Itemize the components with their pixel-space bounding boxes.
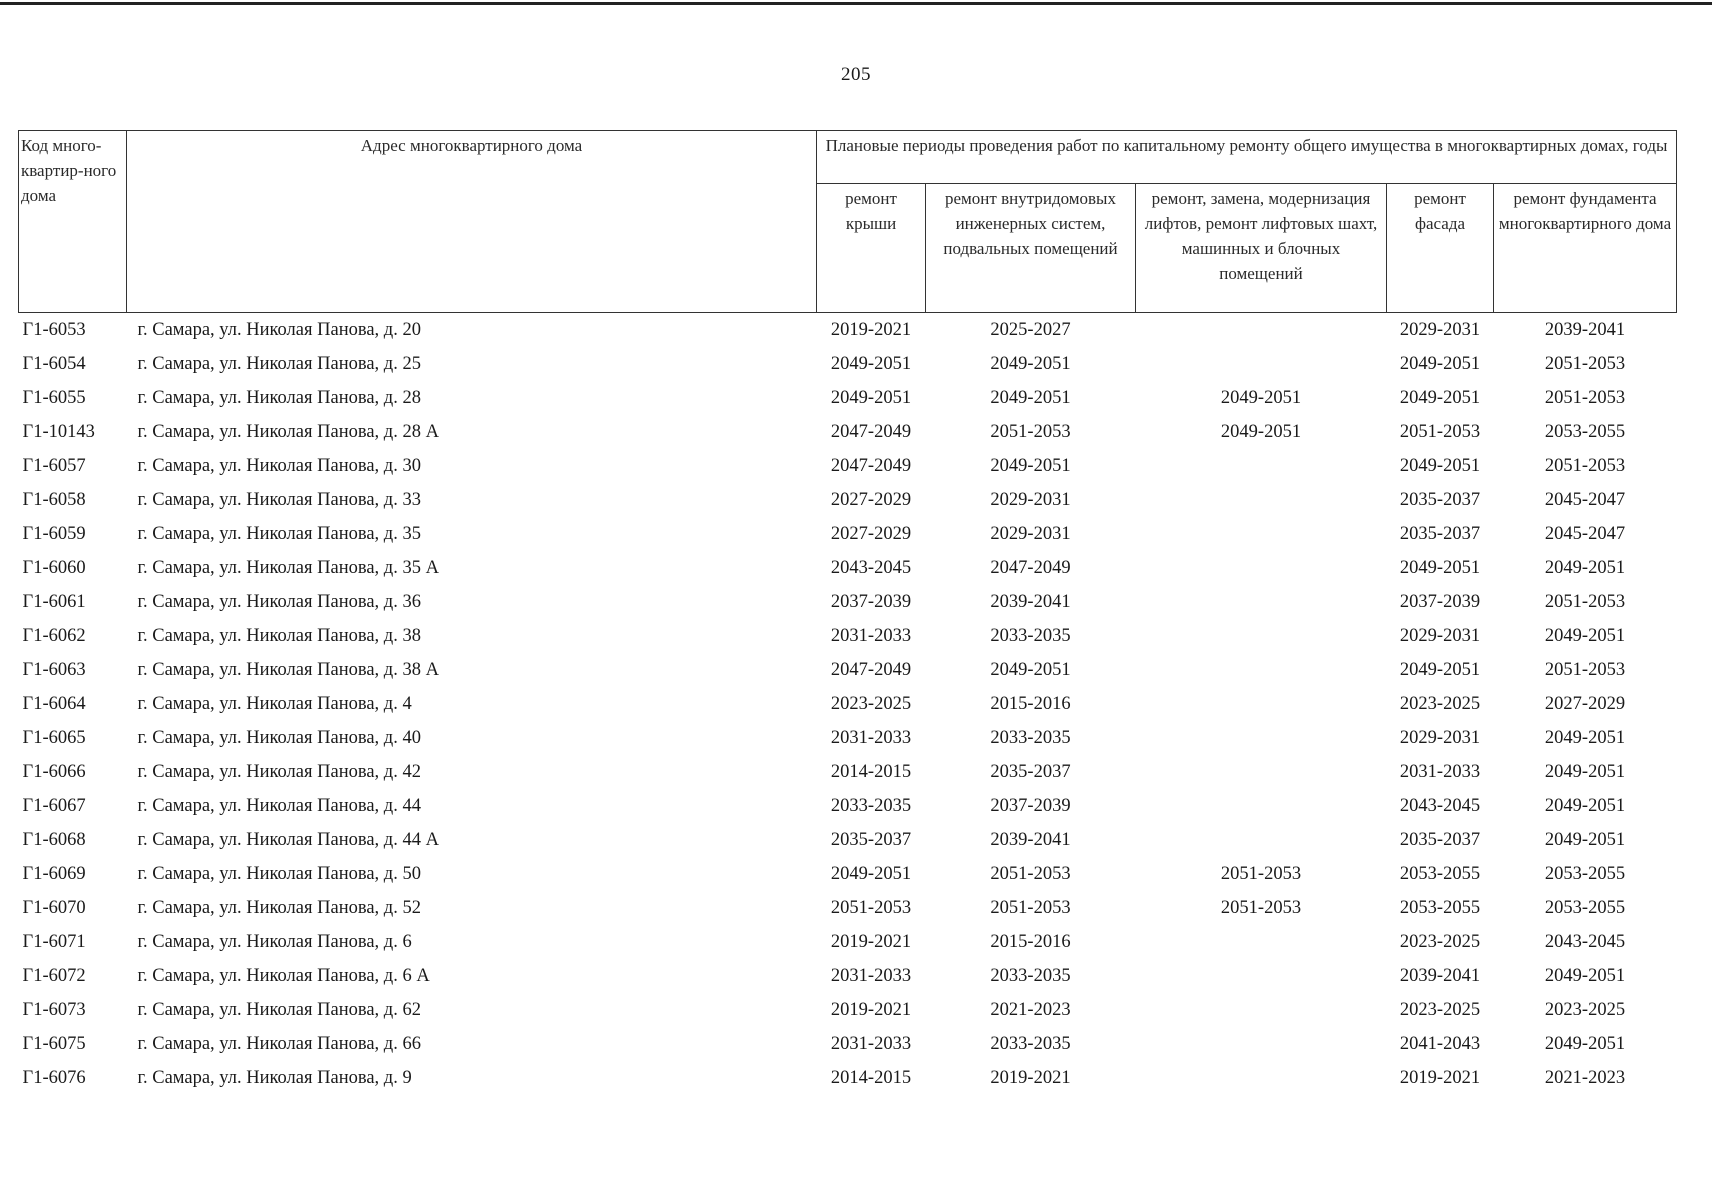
repair-schedule-table: [18, 130, 1677, 1095]
cell-lifts: [1136, 653, 1387, 687]
cell-foundation: 2049-2051: [1544, 965, 1626, 986]
cell-lifts: [1136, 993, 1387, 1027]
cell-foundation: 2051-2053: [1544, 455, 1626, 476]
cell-lifts: [1136, 619, 1387, 653]
top-border-rule: [0, 2, 1712, 5]
table-row: [19, 721, 1677, 755]
cell-code: Г1-6054: [22, 353, 86, 374]
cell-foundation: 2049-2051: [1544, 829, 1626, 850]
cell-facade: 2035-2037: [1399, 523, 1481, 544]
cell-facade: 2035-2037: [1399, 489, 1481, 510]
cell-lifts: [1136, 585, 1387, 619]
cell-lifts: [1136, 313, 1387, 348]
cell-facade: 2029-2031: [1399, 625, 1481, 646]
cell-foundation: 2053-2055: [1544, 897, 1626, 918]
cell-roof: 2014-2015: [830, 761, 912, 782]
header-address: Адрес многоквартирного дома: [127, 131, 817, 313]
cell-lifts: [1136, 755, 1387, 789]
cell-foundation: 2045-2047: [1544, 489, 1626, 510]
table-row: [19, 517, 1677, 551]
cell-address: г. Самара, ул. Николая Панова, д. 9: [137, 1067, 412, 1088]
cell-code: Г1-6060: [22, 557, 86, 578]
cell-code: Г1-6066: [22, 761, 86, 782]
cell-engineering: 2039-2041: [990, 829, 1071, 850]
cell-lifts: [1136, 789, 1387, 823]
cell-lifts: [1136, 483, 1387, 517]
table-row: [19, 347, 1677, 381]
cell-engineering: 2025-2027: [990, 319, 1071, 340]
cell-roof: 2047-2049: [830, 421, 912, 442]
cell-lifts: 2051-2053: [1220, 897, 1302, 918]
cell-foundation: 2049-2051: [1544, 557, 1626, 578]
cell-foundation: 2053-2055: [1544, 863, 1626, 884]
cell-roof: 2019-2021: [830, 999, 912, 1020]
cell-facade: 2023-2025: [1399, 931, 1481, 952]
table-row: [19, 823, 1677, 857]
cell-engineering: 2029-2031: [990, 489, 1071, 510]
cell-code: Г1-6073: [22, 999, 86, 1020]
cell-lifts: [1136, 1027, 1387, 1061]
cell-address: г. Самара, ул. Николая Панова, д. 4: [137, 693, 412, 714]
cell-roof: 2031-2033: [830, 727, 912, 748]
cell-roof: 2014-2015: [830, 1067, 912, 1088]
cell-address: г. Самара, ул. Николая Панова, д. 35: [137, 523, 421, 544]
cell-address: г. Самара, ул. Николая Панова, д. 6 А: [137, 965, 430, 986]
cell-address: г. Самара, ул. Николая Панова, д. 20: [137, 319, 421, 340]
cell-foundation: 2049-2051: [1544, 727, 1626, 748]
cell-address: г. Самара, ул. Николая Панова, д. 66: [137, 1033, 421, 1054]
cell-roof: 2037-2039: [830, 591, 912, 612]
cell-lifts: [1136, 959, 1387, 993]
cell-facade: 2043-2045: [1399, 795, 1481, 816]
cell-roof: 2027-2029: [830, 489, 912, 510]
cell-facade: 2053-2055: [1399, 863, 1481, 884]
cell-foundation: 2021-2023: [1544, 1067, 1626, 1088]
cell-roof: 2051-2053: [830, 897, 912, 918]
cell-lifts: 2049-2051: [1220, 421, 1302, 442]
cell-code: Г1-6057: [22, 455, 86, 476]
cell-address: г. Самара, ул. Николая Панова, д. 38: [137, 625, 421, 646]
table-row: [19, 449, 1677, 483]
table-body: [19, 313, 1677, 1096]
cell-engineering: 2035-2037: [990, 761, 1071, 782]
cell-address: г. Самара, ул. Николая Панова, д. 40: [137, 727, 421, 748]
cell-lifts: [1136, 925, 1387, 959]
cell-roof: 2019-2021: [830, 931, 912, 952]
cell-engineering: 2029-2031: [990, 523, 1071, 544]
cell-facade: 2029-2031: [1399, 727, 1481, 748]
cell-address: г. Самара, ул. Николая Панова, д. 44 А: [137, 829, 439, 850]
cell-foundation: 2049-2051: [1544, 761, 1626, 782]
cell-lifts: [1136, 449, 1387, 483]
cell-foundation: 2039-2041: [1544, 319, 1626, 340]
cell-address: г. Самара, ул. Николая Панова, д. 38 А: [137, 659, 439, 680]
table-row: [19, 313, 1677, 348]
cell-lifts: [1136, 823, 1387, 857]
table-row: [19, 381, 1677, 415]
cell-code: Г1-6058: [22, 489, 86, 510]
cell-code: Г1-6063: [22, 659, 86, 680]
table-row: [19, 415, 1677, 449]
cell-engineering: 2049-2051: [990, 455, 1071, 476]
cell-roof: 2047-2049: [830, 455, 912, 476]
table-row: [19, 653, 1677, 687]
table-row: [19, 483, 1677, 517]
cell-address: г. Самара, ул. Николая Панова, д. 35 А: [137, 557, 439, 578]
header-engineering: ремонт внутридомовых инженерных систем, подвальных помещений: [926, 184, 1136, 313]
table-row: [19, 687, 1677, 721]
cell-roof: 2049-2051: [830, 387, 912, 408]
cell-lifts: [1136, 517, 1387, 551]
table-row: [19, 1061, 1677, 1095]
cell-facade: 2019-2021: [1399, 1067, 1481, 1088]
cell-code: Г1-6065: [22, 727, 86, 748]
cell-code: Г1-6072: [22, 965, 86, 986]
cell-engineering: 2051-2053: [990, 421, 1071, 442]
cell-engineering: 2033-2035: [990, 1033, 1071, 1054]
cell-facade: 2029-2031: [1399, 319, 1481, 340]
cell-foundation: 2053-2055: [1544, 421, 1626, 442]
cell-address: г. Самара, ул. Николая Панова, д. 25: [137, 353, 421, 374]
cell-address: г. Самара, ул. Николая Панова, д. 28 А: [137, 421, 439, 442]
cell-roof: 2031-2033: [830, 965, 912, 986]
cell-code: Г1-6075: [22, 1033, 86, 1054]
table-row: [19, 993, 1677, 1027]
cell-engineering: 2033-2035: [990, 727, 1071, 748]
cell-engineering: 2051-2053: [990, 897, 1071, 918]
cell-roof: 2023-2025: [830, 693, 912, 714]
cell-foundation: 2051-2053: [1544, 591, 1626, 612]
cell-code: Г1-6053: [22, 319, 86, 340]
cell-roof: 2047-2049: [830, 659, 912, 680]
cell-facade: 2039-2041: [1399, 965, 1481, 986]
cell-address: г. Самара, ул. Николая Панова, д. 6: [137, 931, 412, 952]
cell-lifts: 2049-2051: [1220, 387, 1302, 408]
table-row: [19, 857, 1677, 891]
header-lifts: ремонт, замена, модернизация лифтов, ремонт лифтовых шахт, машинных и блочных помещений: [1136, 184, 1387, 313]
cell-lifts: [1136, 551, 1387, 585]
table-row: [19, 551, 1677, 585]
cell-lifts: [1136, 347, 1387, 381]
cell-code: Г1-6070: [22, 897, 86, 918]
table-row: [19, 925, 1677, 959]
cell-facade: 2051-2053: [1399, 421, 1481, 442]
cell-engineering: 2049-2051: [990, 659, 1071, 680]
page-number: 205: [841, 64, 871, 85]
cell-facade: 2023-2025: [1399, 693, 1481, 714]
cell-roof: 2031-2033: [830, 1033, 912, 1054]
cell-facade: 2037-2039: [1399, 591, 1481, 612]
cell-engineering: 2015-2016: [990, 693, 1071, 714]
cell-code: Г1-6055: [22, 387, 86, 408]
cell-address: г. Самара, ул. Николая Панова, д. 42: [137, 761, 421, 782]
cell-address: г. Самара, ул. Николая Панова, д. 30: [137, 455, 421, 476]
cell-code: Г1-6067: [22, 795, 86, 816]
cell-address: г. Самара, ул. Николая Панова, д. 33: [137, 489, 421, 510]
cell-roof: 2035-2037: [830, 829, 912, 850]
table-row: [19, 585, 1677, 619]
cell-facade: 2049-2051: [1399, 557, 1481, 578]
header-facade: ремонт фасада: [1387, 184, 1494, 313]
cell-code: Г1-6069: [22, 863, 86, 884]
cell-address: г. Самара, ул. Николая Панова, д. 52: [137, 897, 421, 918]
table-row: [19, 1027, 1677, 1061]
cell-code: Г1-6062: [22, 625, 86, 646]
cell-engineering: 2033-2035: [990, 965, 1071, 986]
cell-foundation: 2049-2051: [1544, 625, 1626, 646]
cell-roof: 2049-2051: [830, 353, 912, 374]
table-header: [19, 131, 1677, 313]
cell-engineering: 2051-2053: [990, 863, 1071, 884]
cell-engineering: 2033-2035: [990, 625, 1071, 646]
cell-facade: 2049-2051: [1399, 455, 1481, 476]
cell-facade: 2023-2025: [1399, 999, 1481, 1020]
cell-engineering: 2015-2016: [990, 931, 1071, 952]
cell-address: г. Самара, ул. Николая Панова, д. 50: [137, 863, 421, 884]
cell-facade: 2031-2033: [1399, 761, 1481, 782]
cell-foundation: 2049-2051: [1544, 795, 1626, 816]
cell-roof: 2049-2051: [830, 863, 912, 884]
table-row: [19, 755, 1677, 789]
cell-foundation: 2027-2029: [1544, 693, 1626, 714]
table-row: [19, 891, 1677, 925]
cell-roof: 2031-2033: [830, 625, 912, 646]
cell-foundation: 2023-2025: [1544, 999, 1626, 1020]
cell-facade: 2053-2055: [1399, 897, 1481, 918]
cell-address: г. Самара, ул. Николая Панова, д. 44: [137, 795, 421, 816]
cell-engineering: 2021-2023: [990, 999, 1071, 1020]
cell-roof: 2043-2045: [830, 557, 912, 578]
cell-address: г. Самара, ул. Николая Панова, д. 28: [137, 387, 421, 408]
table-row: [19, 619, 1677, 653]
cell-roof: 2019-2021: [830, 319, 912, 340]
cell-foundation: 2043-2045: [1544, 931, 1626, 952]
cell-code: Г1-6064: [22, 693, 86, 714]
cell-foundation: 2051-2053: [1544, 387, 1626, 408]
cell-facade: 2035-2037: [1399, 829, 1481, 850]
cell-engineering: 2047-2049: [990, 557, 1071, 578]
header-code: Код много-квартир-ного дома: [19, 131, 127, 313]
cell-code: Г1-6061: [22, 591, 86, 612]
table-row: [19, 959, 1677, 993]
cell-engineering: 2037-2039: [990, 795, 1071, 816]
header-roof: ремонт крыши: [817, 184, 926, 313]
cell-facade: 2049-2051: [1399, 353, 1481, 374]
cell-lifts: [1136, 1061, 1387, 1095]
cell-lifts: 2051-2053: [1220, 863, 1302, 884]
cell-foundation: 2051-2053: [1544, 353, 1626, 374]
cell-facade: 2041-2043: [1399, 1033, 1481, 1054]
cell-lifts: [1136, 687, 1387, 721]
cell-engineering: 2049-2051: [990, 353, 1071, 374]
header-planned-periods: Плановые периоды проведения работ по капитальному ремонту общего имущества в многоквартирных домах, годы: [817, 131, 1677, 184]
cell-address: г. Самара, ул. Николая Панова, д. 36: [137, 591, 421, 612]
header-foundation: ремонт фундамента многоквартирного дома: [1494, 184, 1677, 313]
cell-facade: 2049-2051: [1399, 387, 1481, 408]
cell-code: Г1-6068: [22, 829, 86, 850]
cell-roof: 2033-2035: [830, 795, 912, 816]
cell-engineering: 2039-2041: [990, 591, 1071, 612]
table-row: [19, 789, 1677, 823]
cell-foundation: 2049-2051: [1544, 1033, 1626, 1054]
cell-code: Г1-6059: [22, 523, 86, 544]
cell-engineering: 2049-2051: [990, 387, 1071, 408]
cell-foundation: 2051-2053: [1544, 659, 1626, 680]
cell-roof: 2027-2029: [830, 523, 912, 544]
cell-lifts: [1136, 721, 1387, 755]
cell-code: Г1-6071: [22, 931, 86, 952]
cell-facade: 2049-2051: [1399, 659, 1481, 680]
cell-engineering: 2019-2021: [990, 1067, 1071, 1088]
cell-code: Г1-10143: [22, 421, 95, 442]
cell-code: Г1-6076: [22, 1067, 86, 1088]
cell-address: г. Самара, ул. Николая Панова, д. 62: [137, 999, 421, 1020]
cell-foundation: 2045-2047: [1544, 523, 1626, 544]
